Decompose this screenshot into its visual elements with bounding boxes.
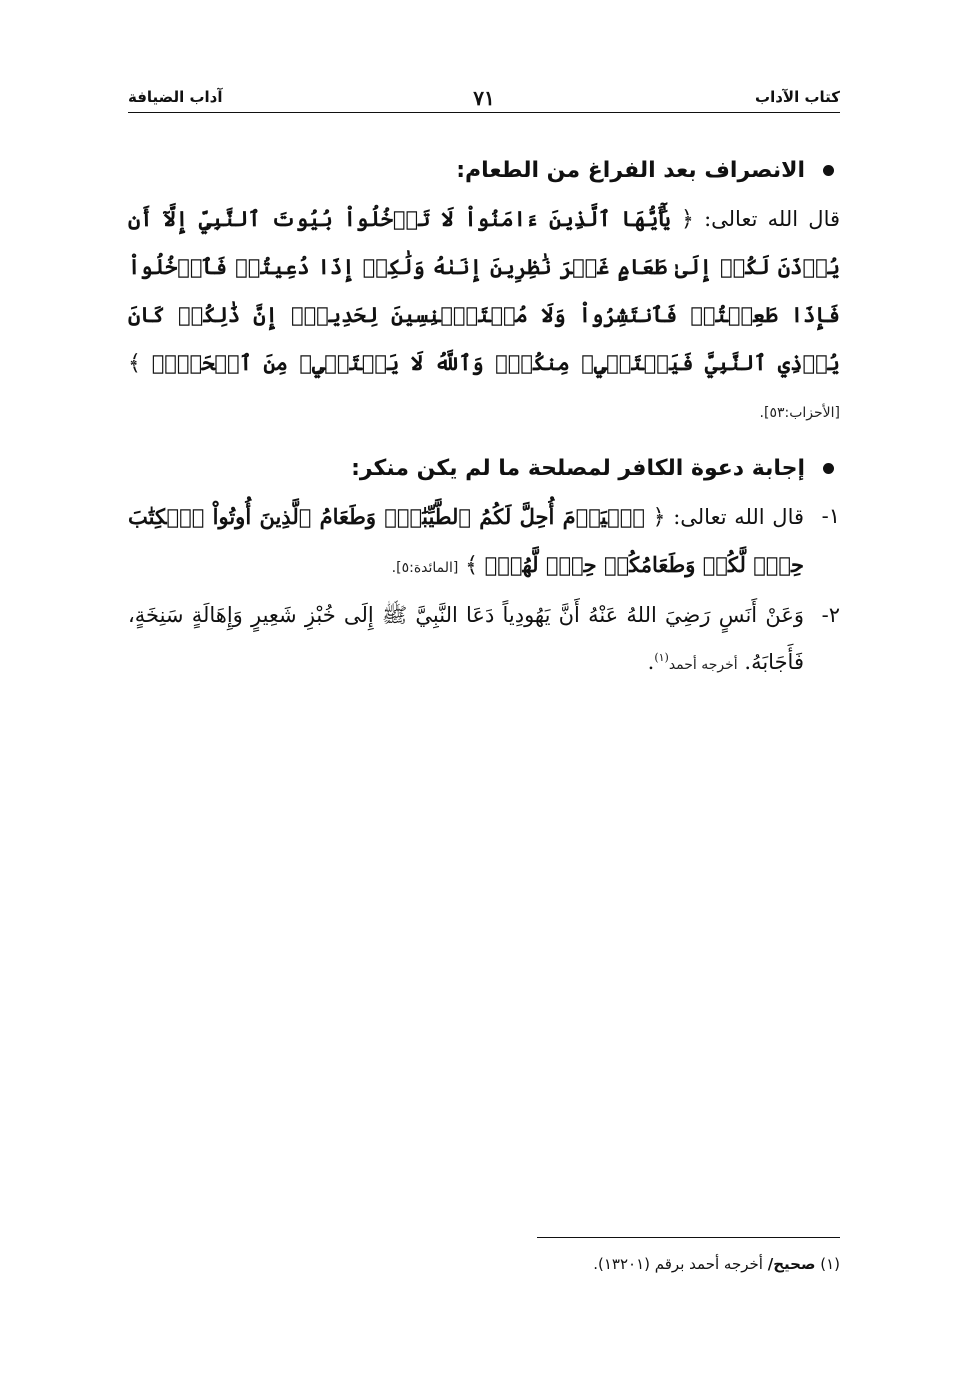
section-heading-invitation: [128, 443, 840, 493]
verse-reference: [الأحزاب:٥٣].: [759, 405, 840, 421]
ornate-open-brace: ﴿: [652, 505, 666, 530]
verse-reference: [المائدة:٥].: [391, 560, 459, 576]
verse-intro: قال الله تعالى:: [704, 207, 841, 231]
footnote-text: أخرجه أحمد برقم (١٣٢٠١).: [593, 1255, 763, 1273]
footnote-marker[interactable]: (١): [654, 651, 669, 664]
footnote-number: (١): [820, 1255, 840, 1273]
verse-paragraph: [128, 195, 840, 437]
item-text: [128, 493, 804, 592]
page-body: [128, 145, 840, 689]
sentence-end: .: [647, 650, 655, 674]
section-heading-text: إجابة دعوة الكافر لمصلحة ما لم يكن منكر:: [351, 455, 805, 481]
bullet-icon: [823, 463, 834, 474]
hadith-text: وَعَنْ أَنَسٍ رَضِيَ اللهُ عَنْهُ أَنَّ يَهُودِياً دَعَا النَّبِيَّ ﷺ إِلَى خُبْزِ شَعِيرٍ وَإِهَالَةٍ سَنِخَةٍ، فَأَجَابَهُ.: [128, 603, 804, 674]
item-text: [128, 592, 804, 689]
quran-verse: يَٰٓأَيُّهَا ٱلَّذِينَ ءَامَنُواْ لَا تَدۡخُلُواْ بُيُوتَ ٱلنَّبِيِّ إِلَّآ أَن يُؤۡذَنَ لَكُمۡ إِلَىٰ طَعَامٍ غَيۡرَ نَٰظِرِينَ إِنَىٰهُ وَلَٰكِنۡ إِذَا دُعِيتُمۡ فَٱدۡخُلُواْ فَإِذَا طَعِمۡتُمۡ فَٱنتَشِرُواْ وَلَا مُسۡتَـٔۡنِسِينَ لِحَدِيثٍۚ إِنَّ ذَٰلِكُمۡ كَانَ يُؤۡذِي ٱلنَّبِيَّ فَيَسۡتَحۡيِۦ مِنكُمۡۖ وَٱللَّهُ لَا يَسۡتَحۡيِۦ مِنَ ٱلۡحَقِّۚ: [128, 206, 840, 375]
book-page: [128, 0, 840, 1382]
ornate-close-brace: ﴾: [128, 351, 141, 376]
footnote-grade: صحيح/: [767, 1255, 816, 1273]
item-number: ١-: [821, 504, 840, 528]
page-number: ٧١: [473, 86, 495, 110]
ornate-open-brace: ﴿: [680, 207, 694, 232]
list-item: [128, 592, 840, 689]
footnote-divider: [537, 1237, 840, 1238]
header-divider: [128, 112, 840, 113]
section-heading-text: الانصراف بعد الفراغ من الطعام:: [456, 157, 805, 183]
bullet-icon: [823, 165, 834, 176]
item-number: ٢-: [821, 603, 840, 627]
list-item: [128, 493, 840, 592]
header-book-title: كتاب الآداب: [755, 88, 840, 106]
running-header: [128, 86, 840, 114]
footnote: [128, 1255, 840, 1273]
ornate-close-brace: ﴾: [465, 553, 478, 578]
quran-verse: ٱلۡيَوۡمَ أُحِلَّ لَكُمُ ٱلطَّيِّبَٰتُۖ وَطَعَامُ ٱلَّذِينَ أُوتُواْ ٱلۡكِتَٰبَ حِلّٞ لَّكُمۡ وَطَعَامُكُمۡ حِلّٞ لَّهُمۡۖ: [128, 504, 804, 577]
verse-intro: قال الله تعالى:: [673, 505, 805, 529]
section-heading-leaving: [128, 145, 840, 195]
header-chapter-title: آداب الضيافة: [128, 88, 223, 106]
hadith-source: أخرجه أحمد: [668, 657, 738, 673]
